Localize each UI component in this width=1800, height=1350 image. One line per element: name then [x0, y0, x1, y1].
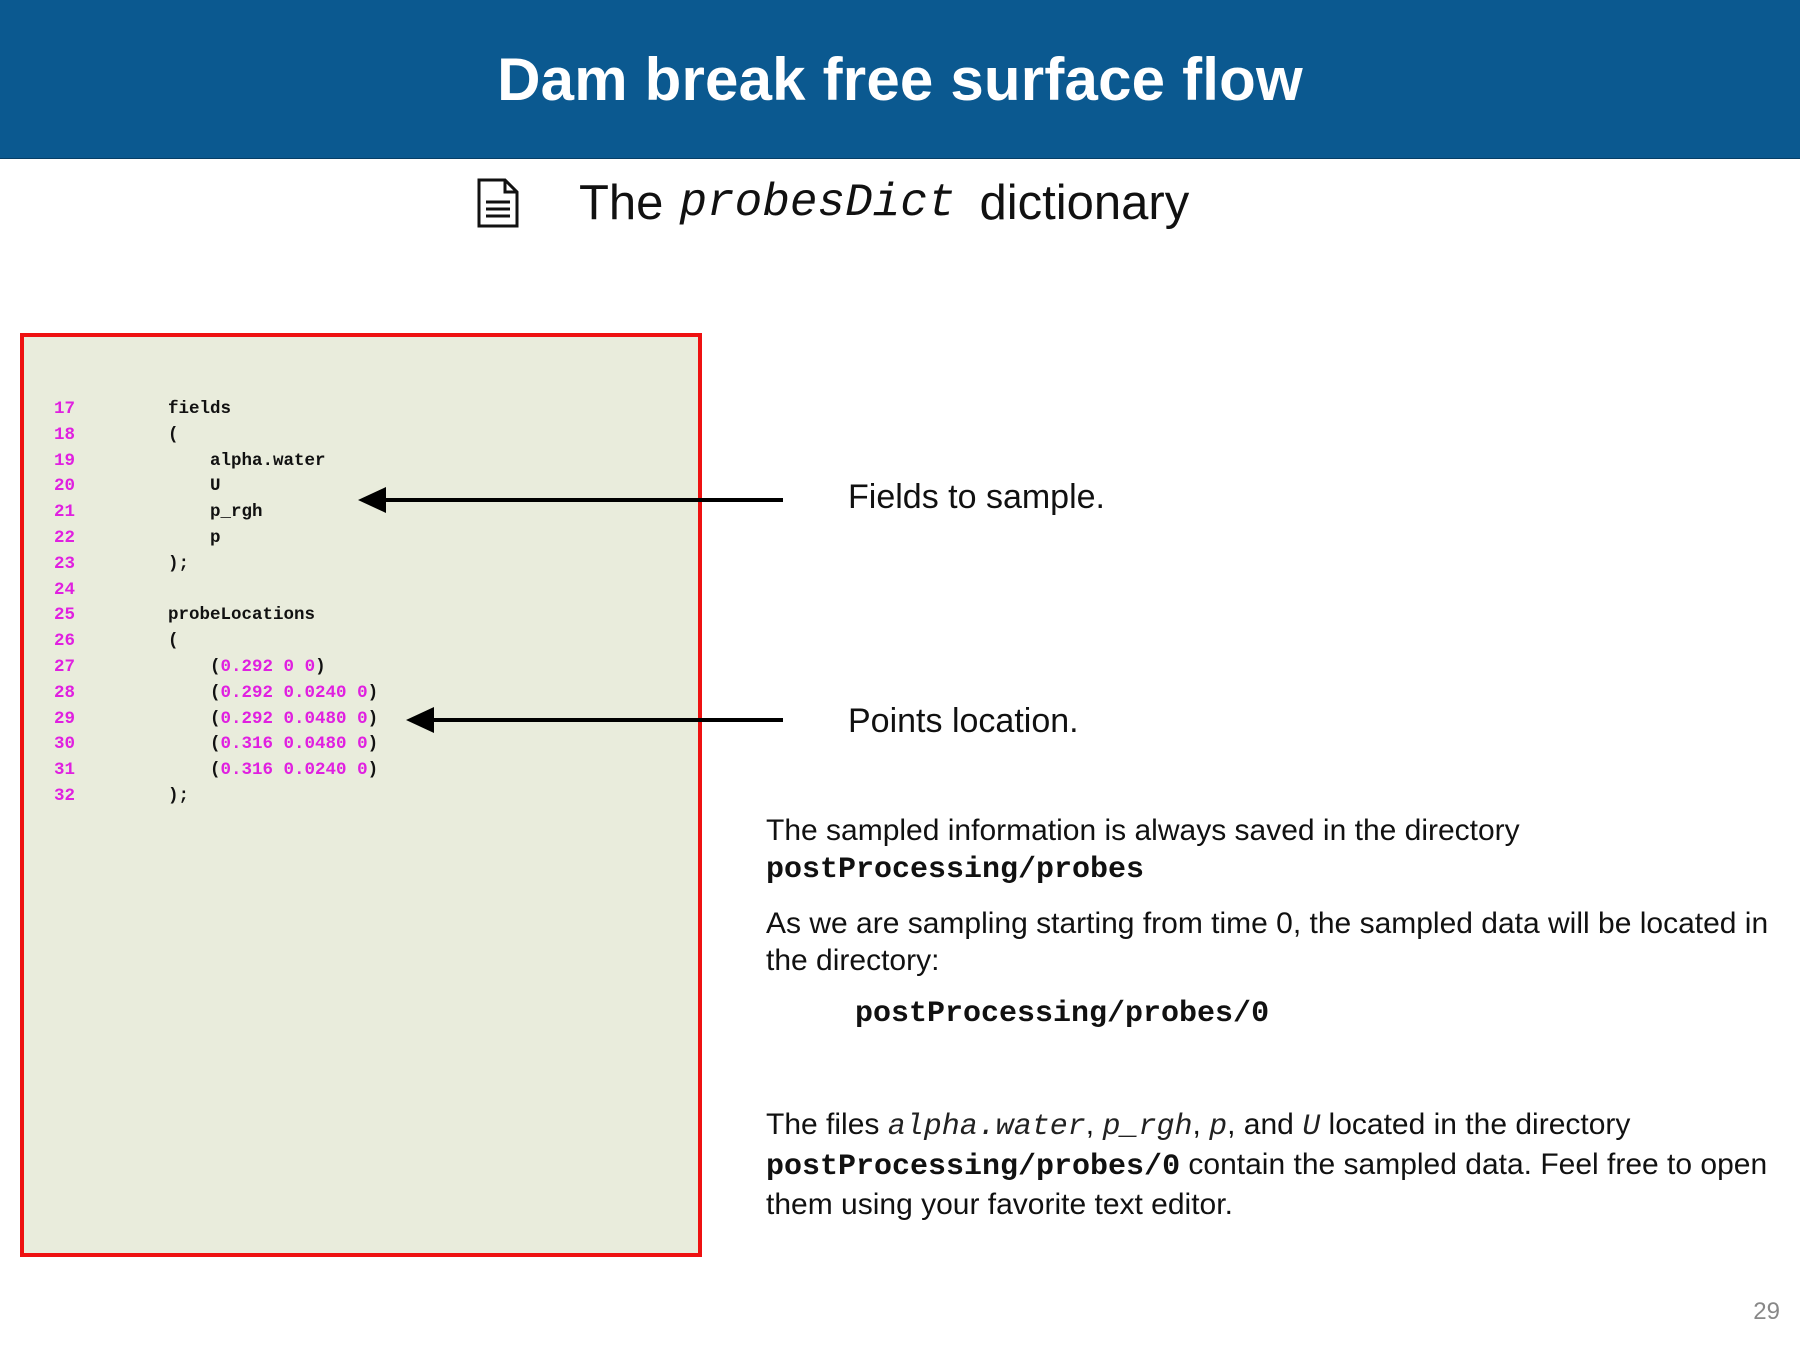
code-text: ); — [126, 785, 190, 806]
code-text: U — [126, 476, 221, 497]
line-number: 32 — [54, 785, 76, 806]
note-3-code: postProcessing/probes/0 — [766, 1150, 1181, 1184]
code-line — [54, 629, 378, 655]
code-text: p_rgh — [126, 502, 263, 523]
note-3-c3: , and — [1227, 1108, 1303, 1141]
line-number: 27 — [54, 656, 76, 677]
code-line — [54, 758, 378, 784]
page-title: Dam break free surface flow — [497, 45, 1303, 113]
page-number: 29 — [1753, 1298, 1780, 1325]
callout-points: Points location. — [848, 702, 1079, 740]
line-number: 26 — [54, 631, 76, 652]
note-paragraph-1 — [766, 812, 1776, 889]
code-line — [54, 732, 378, 758]
code-text: fields — [126, 399, 232, 419]
line-number: 28 — [54, 682, 76, 703]
code-text: alpha.water — [126, 450, 326, 471]
line-number: 24 — [54, 579, 76, 600]
line-number: 22 — [54, 527, 76, 548]
line-number: 21 — [54, 502, 76, 523]
code-text: (0.292 0.0240 0) — [126, 682, 379, 703]
note-3-b: located in the directory — [1320, 1108, 1631, 1141]
line-number: 18 — [54, 424, 76, 445]
code-text: (0.292 0.0480 0) — [126, 708, 379, 729]
code-line — [54, 500, 378, 526]
code-line — [54, 578, 378, 604]
code-line — [54, 526, 378, 552]
code-text: ( — [126, 631, 179, 652]
note-paragraph-3 — [766, 1106, 1776, 1223]
code-text: (0.316 0.0240 0) — [126, 760, 379, 781]
code-text: p — [126, 527, 221, 548]
line-number: 31 — [54, 760, 76, 781]
code-line — [54, 552, 378, 578]
file-alpha-water: alpha.water — [887, 1110, 1086, 1144]
code-panel — [20, 333, 702, 1257]
subtitle-code: probesDict — [679, 177, 956, 229]
code-line — [54, 784, 378, 810]
code-text: ( — [126, 424, 179, 445]
line-number: 30 — [54, 734, 76, 755]
note-2-code: postProcessing/probes/0 — [855, 997, 1270, 1031]
code-text: ); — [126, 553, 190, 574]
subtitle-prefix: The — [579, 176, 664, 230]
code-text: (0.292 0 0) — [126, 656, 326, 677]
code-line — [54, 655, 378, 681]
note-3-c2: , — [1192, 1108, 1210, 1141]
code-listing — [54, 397, 378, 810]
code-line — [54, 449, 378, 475]
document-icon — [475, 177, 521, 229]
note-1-text: The sampled information is always saved in the directory — [766, 814, 1520, 847]
code-text: (0.316 0.0480 0) — [126, 734, 379, 755]
note-paragraph-2 — [766, 905, 1776, 979]
note-2-text: As we are sampling starting from time 0, the sampled data will be located in the directory: — [766, 907, 1769, 977]
slide-subtitle — [475, 168, 1189, 238]
code-line — [54, 603, 378, 629]
code-text: probeLocations — [126, 605, 316, 626]
file-p-rgh: p_rgh — [1102, 1110, 1193, 1144]
callout-fields: Fields to sample. — [848, 478, 1105, 516]
line-number: 23 — [54, 553, 76, 574]
note-3-c1: , — [1085, 1108, 1103, 1141]
line-number: 29 — [54, 708, 76, 729]
file-p: p — [1209, 1110, 1228, 1144]
line-number: 25 — [54, 605, 76, 626]
note-3-a: The files — [766, 1108, 888, 1141]
code-line — [54, 397, 378, 423]
code-line — [54, 707, 378, 733]
note-1-code: postProcessing/probes — [766, 853, 1145, 887]
note-3-c: contain the sampled data. Feel free to open them using your favorite text editor. — [766, 1148, 1768, 1221]
line-number: 20 — [54, 476, 76, 497]
line-number: 17 — [54, 399, 76, 419]
code-line — [54, 681, 378, 707]
code-line — [54, 423, 378, 449]
code-line — [54, 474, 378, 500]
file-u: U — [1302, 1110, 1321, 1144]
subtitle-suffix: dictionary — [979, 176, 1190, 230]
line-number: 19 — [54, 450, 76, 471]
